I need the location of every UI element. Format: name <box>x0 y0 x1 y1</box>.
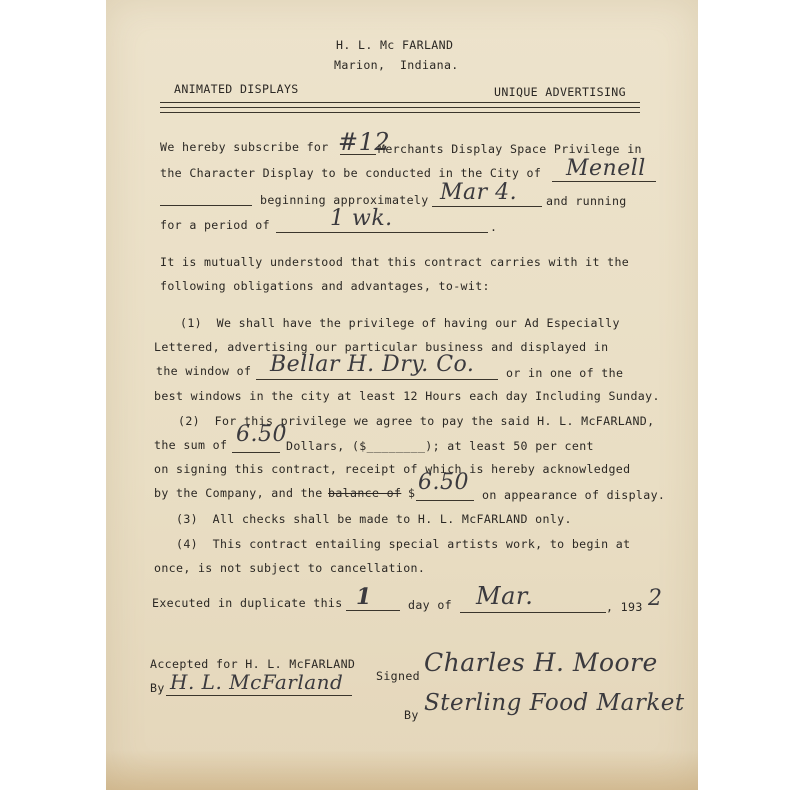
clause2-line3: on signing this contract, receipt of which is hereby acknowledged <box>154 462 631 476</box>
executed-year-prefix: , 193 <box>606 600 643 614</box>
letterhead-right-tag: UNIQUE ADVERTISING <box>494 85 626 99</box>
header-rule-1 <box>160 102 640 103</box>
obligations-line2: following obligations and advantages, to-wit: <box>160 279 490 293</box>
start-date-blank <box>432 206 542 207</box>
handwritten-year: 2 <box>648 586 663 611</box>
letterhead-name: H. L. Mc FARLAND <box>336 38 454 52</box>
by-right-label: By <box>404 708 419 722</box>
obligations-line1: It is mutually understood that this contract carries with it the <box>160 255 630 269</box>
month-blank <box>460 612 606 613</box>
city-blank <box>552 181 656 182</box>
subscription-line1-pre: We hereby subscribe for <box>160 140 329 154</box>
mcfarland-signature-line <box>166 695 352 696</box>
pre-beginning-blank <box>160 205 252 206</box>
subscription-line3-post: and running <box>546 194 627 208</box>
clause1-line2: Lettered, advertising our particular business and displayed in <box>154 340 609 354</box>
signer-signature: Charles H. Moore <box>424 648 658 677</box>
by-left-label: By <box>150 681 165 695</box>
subscription-line4-end: . <box>490 220 498 234</box>
handwritten-day: 1 <box>356 584 372 610</box>
letterhead-left-tag: ANIMATED DISPLAYS <box>174 82 299 96</box>
window-blank <box>256 379 498 380</box>
clause2-line2-pre: the sum of <box>154 438 228 452</box>
executed-mid: day of <box>408 598 452 612</box>
day-blank <box>346 610 400 611</box>
executed-pre: Executed in duplicate this <box>152 596 343 610</box>
torn-paper-edge <box>106 750 698 790</box>
clause2-struck-balance: balance of <box>328 486 402 500</box>
balance-blank <box>416 500 474 501</box>
signed-label: Signed <box>376 669 420 683</box>
letterhead-city: Marion, Indiana. <box>334 58 459 72</box>
subscription-line4: for a period of <box>160 218 270 232</box>
handwritten-month: Mar. <box>476 582 534 610</box>
accepted-for-label: Accepted for H. L. McFARLAND <box>150 657 356 671</box>
handwritten-quantity: #12 <box>338 128 391 156</box>
clause2-line4-post: on appearance of display. <box>482 488 666 502</box>
clause2-line1: (2) For this privilege we agree to pay the said H. L. McFARLAND, <box>178 414 655 428</box>
clause1-line3-post: or in one of the <box>506 366 624 380</box>
subscription-line3: beginning approximately <box>260 193 429 207</box>
company-signature: Sterling Food Market <box>424 690 685 716</box>
subscription-line2: the Character Display to be conducted in the City of <box>160 166 542 180</box>
period-blank <box>276 232 488 233</box>
handwritten-start-date: Mar 4. <box>440 180 518 205</box>
clause4-line1: (4) This contract entailing special artists work, to begin at <box>176 537 631 551</box>
clause1-line3-pre: the window of <box>156 364 252 378</box>
subscription-line1-post: Merchants Display Space Privilege in <box>378 142 642 156</box>
handwritten-balance: 6.50 <box>418 470 469 495</box>
sum-blank <box>232 452 280 453</box>
mcfarland-signature: H. L. McFarland <box>170 670 344 694</box>
clause3-text: (3) All checks shall be made to H. L. McFARLAND only. <box>176 512 572 526</box>
handwritten-city: Menell <box>566 156 646 181</box>
clause2-dollar-sign: $ <box>408 486 416 500</box>
clause1-line1: (1) We shall have the privilege of having our Ad Especially <box>180 316 620 330</box>
clause2-line2-mid: Dollars, ($________); at least 50 per cent <box>286 439 594 453</box>
clause4-line2: once, is not subject to cancellation. <box>154 561 426 575</box>
clause2-line4-pre: by the Company, and the <box>154 486 323 500</box>
header-rule-3 <box>160 112 640 113</box>
clause1-line4: best windows in the city at least 12 Hours each day Including Sunday. <box>154 389 660 403</box>
handwritten-period: 1 wk. <box>330 206 393 231</box>
handwritten-window: Bellar H. Dry. Co. <box>270 352 475 377</box>
handwritten-sum: 6.50 <box>236 422 287 447</box>
header-rule-2 <box>160 107 640 108</box>
